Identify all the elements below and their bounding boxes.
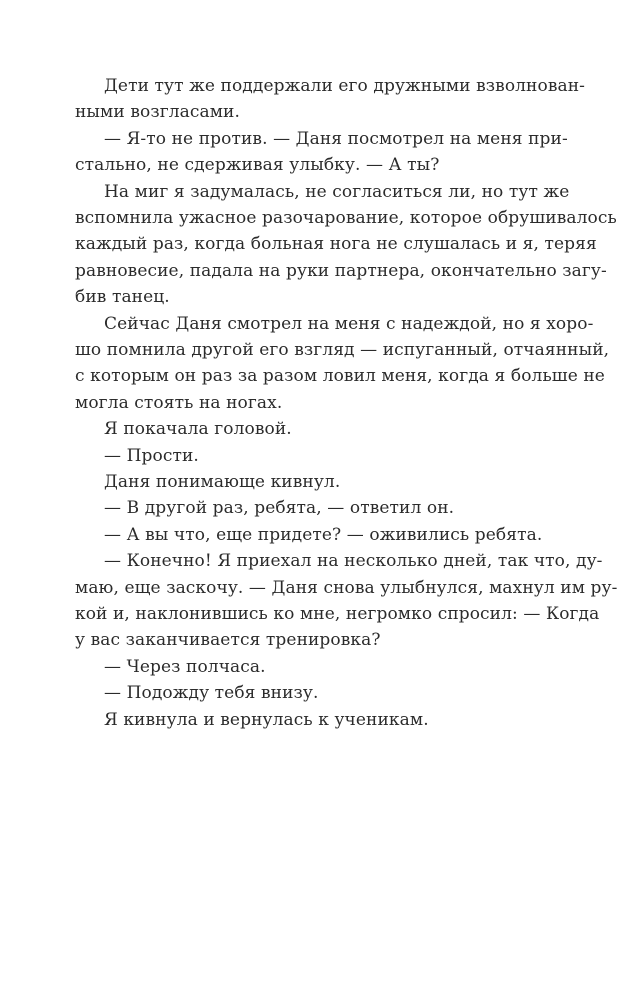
text-line: — В другой раз, ребята, — ответил он. [104,498,455,518]
text-line: Я кивнула и вернулась к ученикам. [104,710,429,730]
text-line: каждый раз, когда больная нога не слушалась и я, теряя [75,234,597,254]
text-line: равновесие, падала на руки партнера, окончательно загу- [75,261,607,281]
text-line: Даня понимающе кивнул. [104,472,341,492]
text-line: бив танец. [75,287,170,307]
text-line: у вас заканчивается тренировка? [75,630,381,650]
text-line: Сейчас Даня смотрел на меня с надеждой, но я хоро- [104,314,594,334]
text-line: — А вы что, еще придете? — оживились ребята. [104,525,543,545]
text-line: — Через полчаса. [104,657,266,677]
text-line: Я покачала головой. [104,419,292,439]
text-line: маю, еще заскочу. — Даня снова улыбнулся, махнул им ру- [75,578,618,598]
text-line: ными возгласами. [75,102,240,122]
text-line: вспомнила ужасное разочарование, которое обрушивалось [75,208,617,228]
text-line: — Конечно! Я приехал на несколько дней, так что, ду- [104,551,603,571]
text-line: кой и, наклонившись ко мне, негромко спросил: — Когда [75,604,600,624]
text-line: — Я-то не против. — Даня посмотрел на меня при- [104,129,568,149]
text-line: с которым он раз за разом ловил меня, когда я больше не [75,366,605,386]
text-line: стально, не сдерживая улыбку. — А ты? [75,155,440,175]
text-line: — Подожду тебя внизу. [104,683,319,703]
text-line: могла стоять на ногах. [75,393,283,413]
text-line: шо помнила другой его взгляд — испуганный, отчаянный, [75,340,610,360]
text-line: На миг я задумалась, не согласиться ли, но тут же [104,182,570,202]
text-line: Дети тут же поддержали его дружными взволнован- [104,76,585,96]
text-line: — Прости. [104,446,199,466]
